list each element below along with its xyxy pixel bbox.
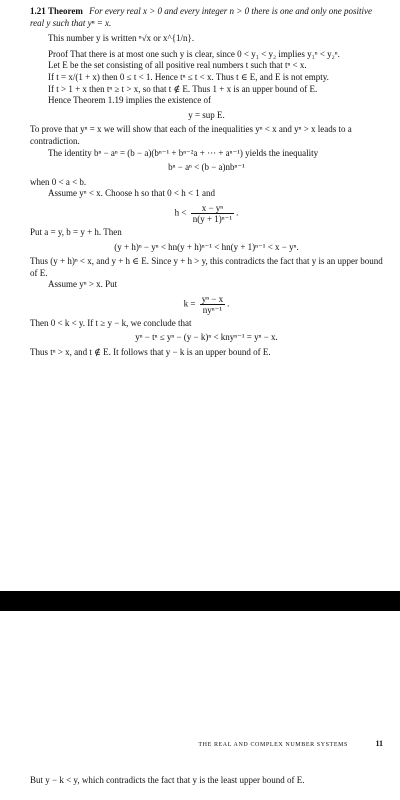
proof-uniqueness: Proof That there is at most one such y is clear, since 0 < y₁ < y₂ implies y₁ⁿ < y₂ⁿ. [48,48,340,59]
proof-define-e: Let E be the set consisting of all positive real numbers t such that tⁿ < x. [48,60,307,71]
notation-line: This number y is written ⁿ√x or x^{1/n}. [48,33,195,44]
equation-inequality: bⁿ − aⁿ < (b − a)nbⁿ⁻¹ [168,162,245,173]
proof-case-greater: Assume yⁿ > x. Put [48,279,118,290]
theorem-label: Theorem [48,6,83,16]
proof-substitution: Put a = y, b = y + h. Then [30,226,122,237]
proof-final-contradiction: But y − k < y, which contradicts the fact that y is the least upper bound of E. [30,775,305,785]
page-divider-band [0,591,400,611]
theorem-statement [30,6,383,29]
equation-h-period: . [236,207,239,218]
proof-case-less: Assume yⁿ < x. Choose h so that 0 < h < 1 and [48,188,216,199]
proof-contradiction-1: Thus (y + h)ⁿ < x, and y + h ∈ E. Since y + h > y, this contradicts the fact that y is an upper bound of E. [30,256,383,278]
proof-strategy: To prove that yⁿ = x we will show that each of the inequalities yⁿ < x and yⁿ > x leads to a contradiction. [30,124,352,146]
fraction-h-numerator: x − yⁿ [191,203,234,214]
equation-k-period: . [227,298,230,309]
proof-identity: The identity bⁿ − aⁿ = (b − a)(bⁿ⁻¹ + bⁿ⁻²a + ··· + aⁿ⁻¹) yields the inequality [48,147,319,158]
equation-h [30,203,383,224]
proof-condition: when 0 < a < b. [30,176,87,187]
fraction-k [200,294,225,315]
proof-upper-bound: If t > 1 + x then tⁿ ≥ t > x, so that t ∉ E. Thus 1 + x is an upper bound of E. [48,83,318,94]
fraction-h-denominator: n(y + 1)ⁿ⁻¹ [192,213,233,224]
theorem-text: For every real x > 0 and every integer n > 0 there is one and only one positive real y such that yⁿ = x. [30,6,372,28]
proof-e-nonempty: If t = x/(1 + x) then 0 ≤ t < 1. Hence tⁿ ≤ t < x. Thus t ∈ E, and E is not empty. [48,71,329,82]
equation-k [30,294,383,315]
fraction-k-numerator: yⁿ − x [201,293,224,304]
equation-k-lhs: k = [183,298,196,309]
proof-existence: Hence Theorem 1.19 implies the existence of [48,95,212,106]
equation-final: yⁿ − tⁿ ≤ yⁿ − (y − k)ⁿ < knyⁿ⁻¹ = yⁿ − x. [135,332,278,343]
fraction-h [191,203,234,224]
theorem-number: 1.21 [30,6,46,16]
page-number: 11 [375,739,383,748]
proof-conclude: Then 0 < k < y. If t ≥ y − k, we conclude that [30,317,192,328]
equation-sup: y = sup E. [188,109,225,120]
running-head: THE REAL AND COMPLEX NUMBER SYSTEMS [198,742,348,748]
proof-upper-bound-k: Thus tⁿ > x, and t ∉ E. It follows that y − k is an upper bound of E. [30,347,271,358]
fraction-k-denominator: nyⁿ⁻¹ [202,304,223,315]
book-page-bottom [0,611,400,800]
equation-h-lhs: h < [174,207,187,218]
equation-chain: (y + h)ⁿ − yⁿ < hn(y + h)ⁿ⁻¹ < hn(y + 1)ⁿ⁻¹ < x − yⁿ. [114,241,299,252]
